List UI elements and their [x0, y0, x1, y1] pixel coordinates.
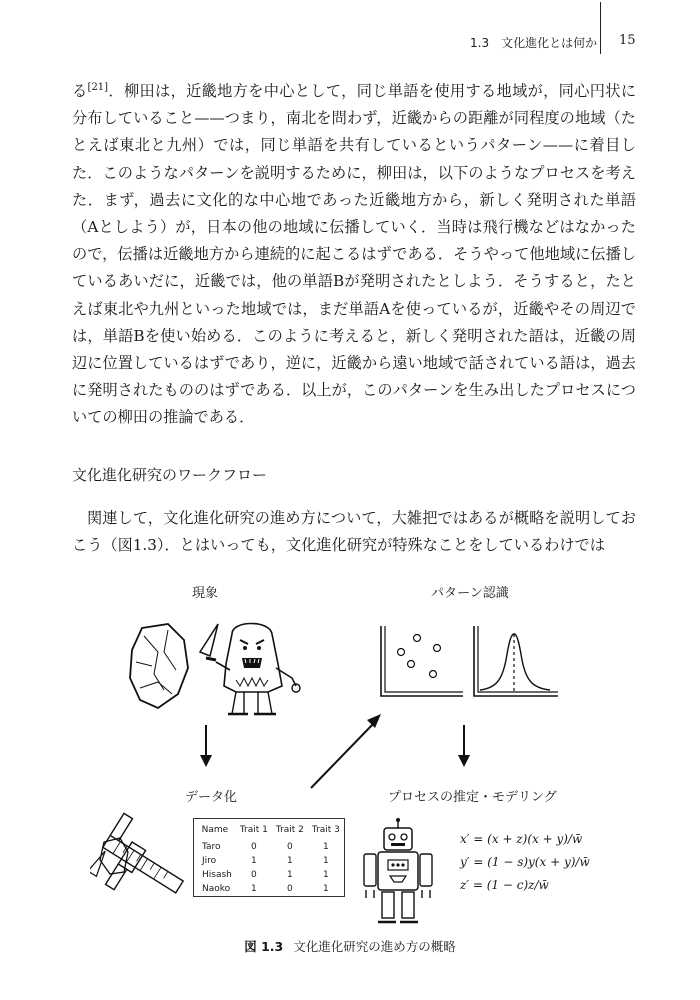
- caveman-icon: [196, 616, 306, 721]
- arrow-up-right-icon: [305, 710, 385, 794]
- table-row: [194, 868, 345, 882]
- table-cell: Naoko: [202, 884, 231, 894]
- arrow-down-icon: [456, 725, 472, 769]
- table-cell: 1: [287, 870, 293, 880]
- table-cell: Jiro: [202, 856, 217, 866]
- table-cell: Taro: [202, 842, 221, 852]
- table-cell: 1: [323, 884, 329, 894]
- table-header: Name: [201, 825, 229, 835]
- caliper-icon: [90, 812, 188, 922]
- arrow-down-icon: [198, 725, 214, 769]
- table-header: Trait 2: [275, 825, 304, 835]
- body-paragraph-2: 関連して，文化進化研究の進め方について，大雑把ではあるが概略を説明しておこう（図1.3）．とはいっても，文化進化研究が特殊なことをしているわけでは: [72, 509, 636, 555]
- table-cell: 0: [287, 842, 293, 852]
- citation-ref[interactable]: [21]: [87, 82, 109, 93]
- table-cell: 1: [323, 870, 329, 880]
- distribution-curve-icon: [470, 622, 560, 704]
- equation-x: x′ = (x + z)(x + y)/w̄: [460, 832, 583, 846]
- table-header: Trait 1: [239, 825, 268, 835]
- table-cell: 0: [287, 884, 293, 894]
- running-header: [0, 30, 700, 54]
- stone-tool-icon: [128, 622, 190, 712]
- robot-icon: [360, 818, 436, 926]
- section-heading: 文化進化研究のワークフロー: [72, 466, 268, 484]
- label-process: プロセスの推定・モデリング: [388, 790, 557, 805]
- page-number: 15: [619, 33, 636, 48]
- table-cell: Hisash: [202, 870, 232, 880]
- table-cell: 1: [323, 842, 329, 852]
- caption-text: 文化進化研究の進め方の概略: [293, 939, 456, 954]
- table-cell: 1: [323, 856, 329, 866]
- figure-1-3: [0, 560, 700, 960]
- table-cell: 1: [251, 856, 257, 866]
- label-phenomenon: 現象: [192, 586, 219, 601]
- table-header-row: [194, 819, 345, 841]
- caption-number: 図 1.3: [244, 939, 284, 954]
- para1-start: る: [72, 82, 88, 100]
- body-paragraph-1: [72, 78, 636, 432]
- table-cell: 0: [251, 842, 257, 852]
- table-row: [194, 840, 345, 854]
- table-row: [194, 854, 345, 868]
- equation-y: y′ = (1 − s)y(x + y)/w̄: [460, 855, 590, 869]
- table-header: Trait 3: [311, 825, 340, 835]
- figure-caption: [0, 937, 700, 955]
- equation-z: z′ = (1 − c)z/w̄: [460, 878, 549, 892]
- section-title: 1.3 文化進化とは何か: [470, 36, 598, 50]
- para1-text: ．柳田は，近畿地方を中心として，同じ単語を使用する地域が，同心円状に分布していること——つまり，南北を問わず，近畿からの距離が同程度の地域（たとえば東北と九州）では，同じ単語を共有しているというパターン——に着目した．このようなパターンを説明するために，柳田は，以下のようなプロセスを考えた．まず，過去に文化的な中心地であった近畿地方から，新しく発明された単語（Aとしよう）が，日本の他の地域に伝播していく．当時は飛行機などはなかったので，伝播は近畿地方から連続的に起こるはずである．そうやって他地域に伝播しているあいだに，近畿では，他の単語Bが発明されたとしよう．そうすると，たとえば東北や九州といった地域では，まだ単語Aを使っているが，近畿やその周辺では，単語Bを使い始める．このように考えると，新しく発明された語は，近畿の周辺に位置しているはずであり，逆に，近畿から遠い地域で話されている語は，過去に発明されたもののはずである．以上が，このパターンを生み出したプロセスについての柳田の推論である．: [72, 82, 637, 427]
- table-cell: 1: [251, 884, 257, 894]
- table-row: [194, 882, 345, 897]
- table-cell: 0: [251, 870, 257, 880]
- traits-table: [193, 818, 345, 897]
- scatter-plot-icon: [375, 622, 465, 704]
- header-rule: [600, 2, 601, 54]
- label-pattern: パターン認識: [431, 586, 509, 601]
- label-data: データ化: [185, 790, 238, 805]
- table-cell: 1: [287, 856, 293, 866]
